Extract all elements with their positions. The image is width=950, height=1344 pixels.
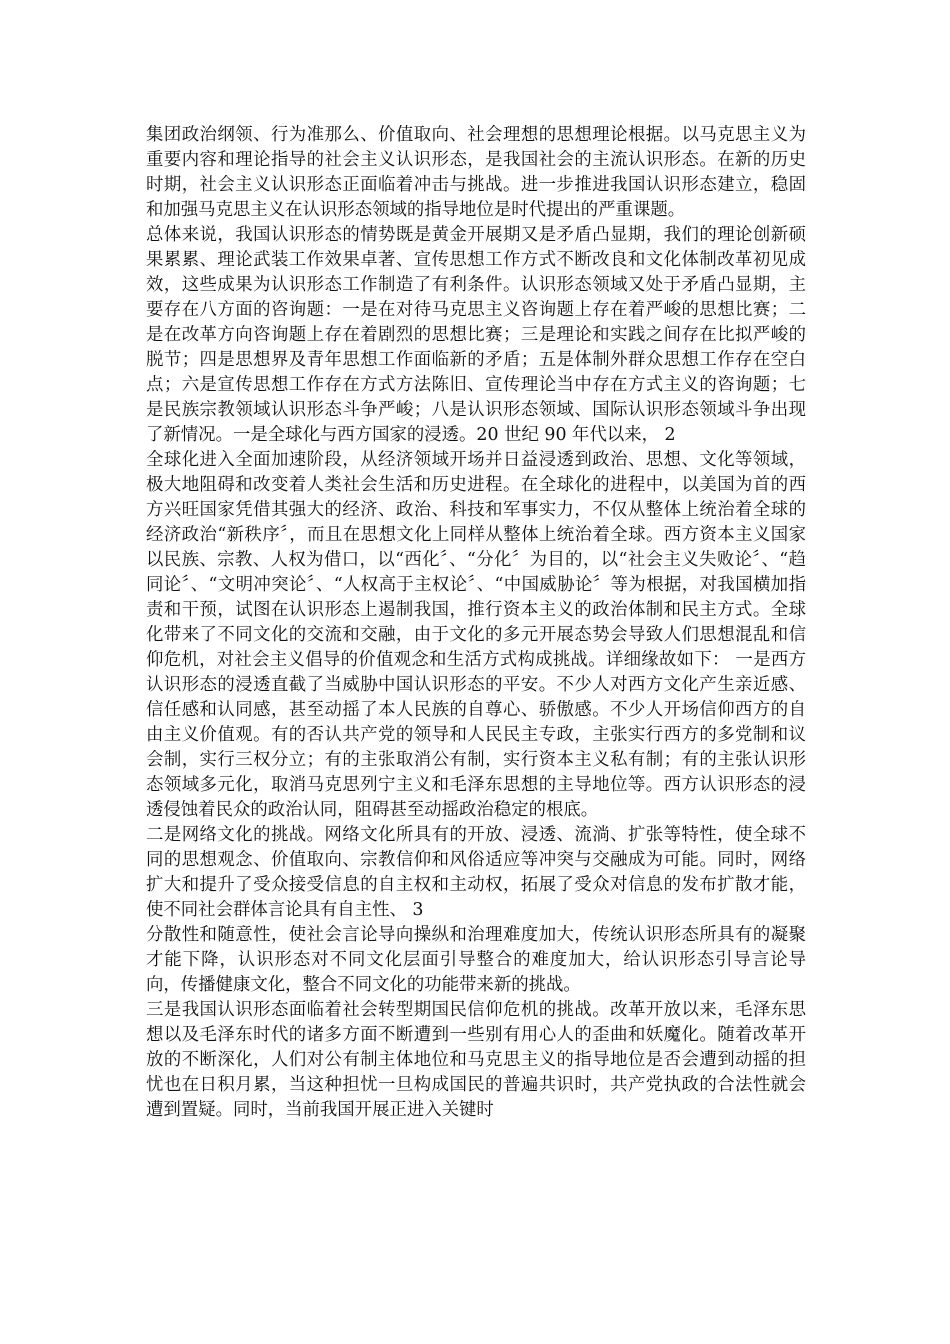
paragraph: 全球化进入全面加速阶段，从经济领域开场并日益浸透到政治、思想、文化等领域，极大地阻碍和改变着人类社会生活和历史进程。在全球化的进程中，以美国为首的西方兴旺国家凭借其强大的经济、政治、科技和军事实力，不仅从整体上统治着全球的经济政治“新秩序〞，而且在思想文化上同样从整体上统治着全球。西方资本主义国家以民族、宗教、人权为借口，以“西化〞、“分化〞为目的，以“社会主义失败论〞、“趋同论〞、“文明冲突论〞、“人权高于主权论〞、“中国威胁论〞等为根据，对我国横加指责和干预，试图在认识形态上遏制我国，推行资本主义的政治体制和民主方式。全球化带来了不同文化的交流和交融，由于文化的多元开展态势会导致人们思想混乱和信仰危机，对社会主义倡导的价值观念和生活方式构成挑战。详细缘故如下： 一是西方认识形态的浸透直截了当威胁中国认识形态的平安。不少人对西方文化产生亲近感、信任感和认同感，甚至动摇了本人民族的自尊心、骄傲感。不少人开场信仰西方的自由主义价值观。有的否认共产党的领导和人民民主专政，主张实行西方的多党制和议会制，实行三权分立；有的主张取消公有制，实行资本主义私有制；有的主张认识形态领域多元化，取消马克思列宁主义和毛泽东思想的主导地位等。西方认识形态的浸透侵蚀着民众的政治认同，阻碍甚至动摇政治稳定的根底。 bbox=[146, 450, 806, 820]
paragraph: 二是网络文化的挑战。网络文化所具有的开放、浸透、流淌、扩张等特性，使全球不同的思想观念、价值取向、宗教信仰和风俗适应等冲突与交融成为可能。同时，网络扩大和提升了受众接受信息的自主权和主动权，拓展了受众对信息的发布扩散才能，使不同社会群体言论具有自主性、 3 bbox=[146, 825, 806, 920]
paragraph: 三是我国认识形态面临着社会转型期国民信仰危机的挑战。改革开放以来，毛泽东思想以及毛泽东时代的诸多方面不断遭到一些别有用心人的歪曲和妖魔化。随着改革开放的不断深化，人们对公有制主体地位和马克思主义的指导地位是否会遭到动摇的担忧也在日积月累，当这种担忧一旦构成国民的普遍共识时，共产党执政的合法性就会遭到置疑。同时，当前我国开展正进入关键时 bbox=[146, 1000, 806, 1120]
document-body bbox=[146, 123, 806, 1123]
paragraph: 分散性和随意性，使社会言论导向操纵和治理难度加大，传统认识形态所具有的凝聚才能下降，认识形态对不同文化层面引导整合的难度加大，给认识形态引导言论导向，传播健康文化，整合不同文化的功能带来新的挑战。 bbox=[146, 925, 806, 995]
paragraph: 总体来说，我国认识形态的情势既是黄金开展期又是矛盾凸显期，我们的理论创新硕果累累、理论武装工作效果卓著、宣传思想工作方式不断改良和文化体制改革初见成效，这些成果为认识形态工作制造了有利条件。认识形态领域又处于矛盾凸显期，主要存在八方面的咨询题：一是在对待马克思主义咨询题上存在着严峻的思想比赛；二是在改革方向咨询题上存在着剧烈的思想比赛；三是理论和实践之间存在比拟严峻的脱节；四是思想界及青年思想工作面临新的矛盾；五是体制外群众思想工作存在空白点；六是宣传思想工作存在方式方法陈旧、宣传理论当中存在方式主义的咨询题；七是民族宗教领域认识形态斗争严峻；八是认识形态领域、国际认识形态领域斗争出现了新情况。一是全球化与西方国家的浸透。20 世纪 90 年代以来， 2 bbox=[146, 225, 806, 445]
paragraph: 集团政治纲领、行为准那么、价值取向、社会理想的思想理论根据。以马克思主义为重要内容和理论指导的社会主义认识形态，是我国社会的主流认识形态。在新的历史时期，社会主义认识形态正面临着冲击与挑战。进一步推进我国认识形态建立，稳固和加强马克思主义在认识形态领域的指导地位是时代提出的严重课题。 bbox=[146, 125, 806, 220]
